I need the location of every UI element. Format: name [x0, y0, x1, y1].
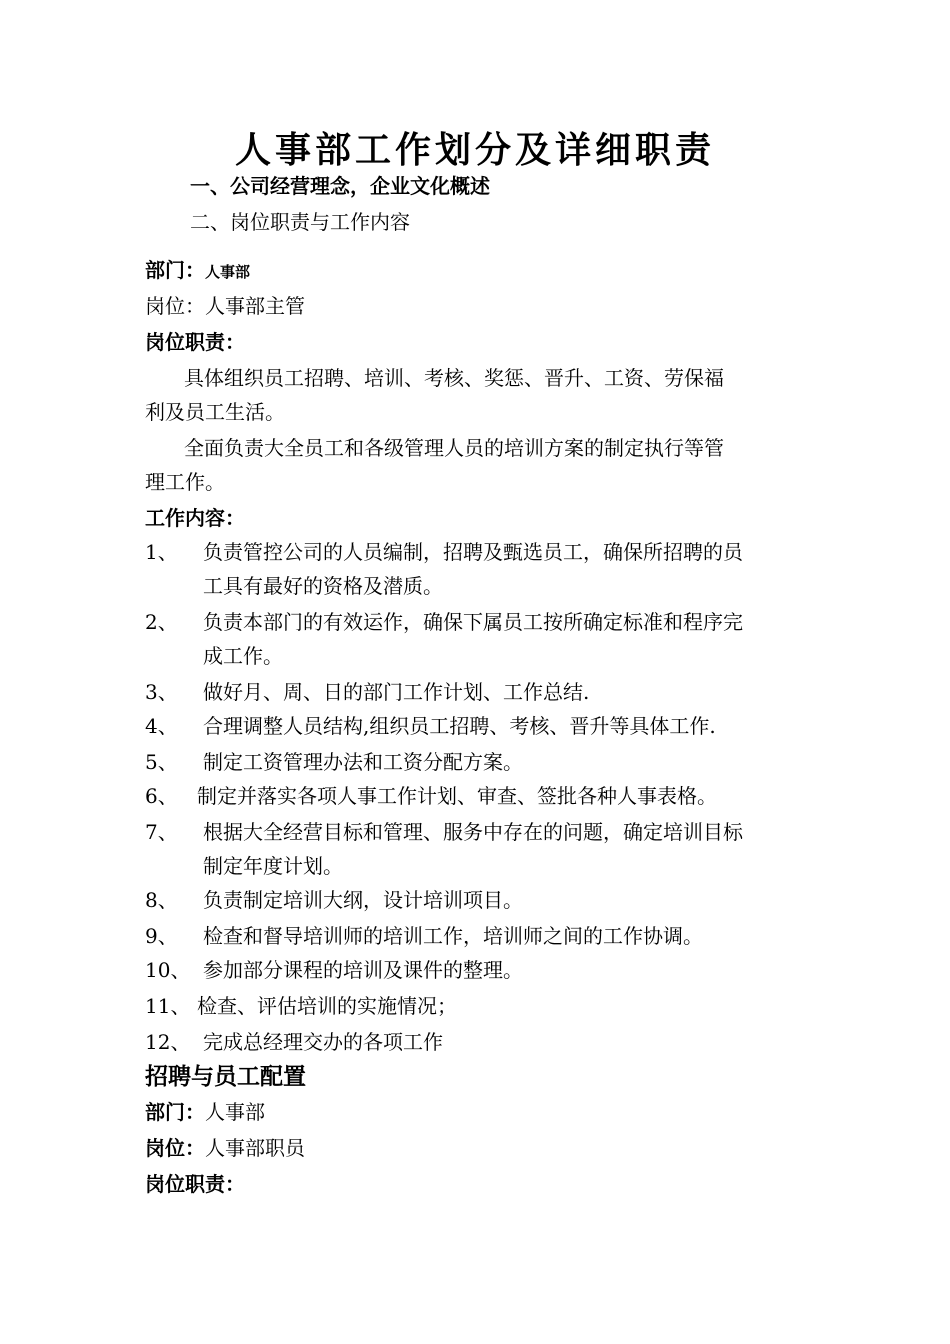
work-item-number: 1、	[145, 540, 178, 564]
work-item-1	[145, 538, 743, 566]
duty-paragraph-1-line-1: 具体组织员工招聘、培训、考核、奖惩、晋升、工资、劳保福	[184, 366, 724, 390]
work-item-text: 负责制定培训大纲，设计培训项目。	[203, 888, 523, 912]
work-item-text: 检查和督导培训师的培训工作，培训师之间的工作协调。	[203, 924, 703, 948]
work-item-number: 8、	[145, 888, 178, 912]
dept-value: 人事部	[205, 263, 251, 281]
work-item-5	[145, 748, 523, 776]
duty-paragraph-2-line-1: 全面负责大全员工和各级管理人员的培训方案的制定执行等管	[184, 436, 724, 460]
dept-line	[145, 256, 250, 286]
section2-post-line	[145, 1134, 305, 1162]
duty-paragraph-2-line-2: 理工作。	[145, 470, 225, 494]
work-item-12	[145, 1028, 443, 1056]
work-item-7	[145, 818, 743, 846]
intro-item-2: 二、岗位职责与工作内容	[190, 210, 410, 234]
work-item-text: 根据大全经营目标和管理、服务中存在的问题，确定培训目标	[203, 820, 743, 844]
work-content-label: 工作内容：	[145, 506, 245, 530]
work-item-8	[145, 886, 523, 914]
work-item-number: 12、	[145, 1030, 191, 1054]
work-item-number: 11、	[145, 994, 191, 1018]
work-item-text: 制定工资管理办法和工资分配方案。	[203, 750, 523, 774]
work-item-text: 合理调整人员结构,组织员工招聘、考核、晋升等具体工作.	[203, 714, 716, 738]
work-item-number: 9、	[145, 924, 178, 948]
duty-label: 岗位职责：	[145, 330, 245, 354]
post-label: 岗位：	[145, 1136, 205, 1160]
work-item-number: 10、	[145, 958, 191, 982]
work-item-7-continued: 制定年度计划。	[203, 854, 343, 878]
work-item-9	[145, 922, 703, 950]
work-item-text: 做好月、周、日的部门工作计划、工作总结.	[203, 680, 590, 704]
work-item-text: 制定并落实各项人事工作计划、审查、签批各种人事表格。	[197, 784, 717, 808]
dept-value: 人事部	[205, 1100, 265, 1124]
section2-dept-line	[145, 1098, 265, 1126]
dept-label: 部门：	[145, 1100, 205, 1124]
work-item-text: 负责管控公司的人员编制，招聘及甄选员工，确保所招聘的员	[203, 540, 743, 564]
work-item-number: 2、	[145, 610, 178, 634]
work-item-2-continued: 成工作。	[203, 644, 283, 668]
section2-duty-label: 岗位职责：	[145, 1172, 245, 1196]
document-title: 人事部工作划分及详细职责	[234, 130, 715, 171]
section-heading: 招聘与员工配置	[145, 1064, 306, 1090]
work-item-text: 检查、评估培训的实施情况；	[197, 994, 457, 1018]
work-item-10	[145, 956, 523, 984]
work-item-3	[145, 678, 589, 706]
work-item-number: 7、	[145, 820, 178, 844]
work-item-text: 负责本部门的有效运作，确保下属员工按所确定标准和程序完	[203, 610, 743, 634]
work-item-number: 6、	[145, 784, 178, 808]
dept-label: 部门：	[145, 258, 205, 282]
work-item-number: 5、	[145, 750, 178, 774]
post-value: 人事部主管	[205, 294, 305, 318]
work-item-2	[145, 608, 743, 636]
work-item-11	[145, 992, 457, 1020]
work-item-text: 完成总经理交办的各项工作	[203, 1030, 443, 1054]
work-item-text: 参加部分课程的培训及课件的整理。	[203, 958, 523, 982]
work-item-1-continued: 工具有最好的资格及潜质。	[203, 574, 443, 598]
work-item-6	[145, 782, 717, 810]
intro-item-1: 一、公司经营理念，企业文化概述	[190, 174, 490, 198]
post-line	[145, 292, 305, 320]
work-item-number: 3、	[145, 680, 178, 704]
duty-paragraph-1-line-2: 利及员工生活。	[145, 400, 285, 424]
post-label: 岗位：	[145, 294, 205, 318]
post-value: 人事部职员	[205, 1136, 305, 1160]
work-item-number: 4、	[145, 714, 178, 738]
work-item-4	[145, 712, 716, 740]
